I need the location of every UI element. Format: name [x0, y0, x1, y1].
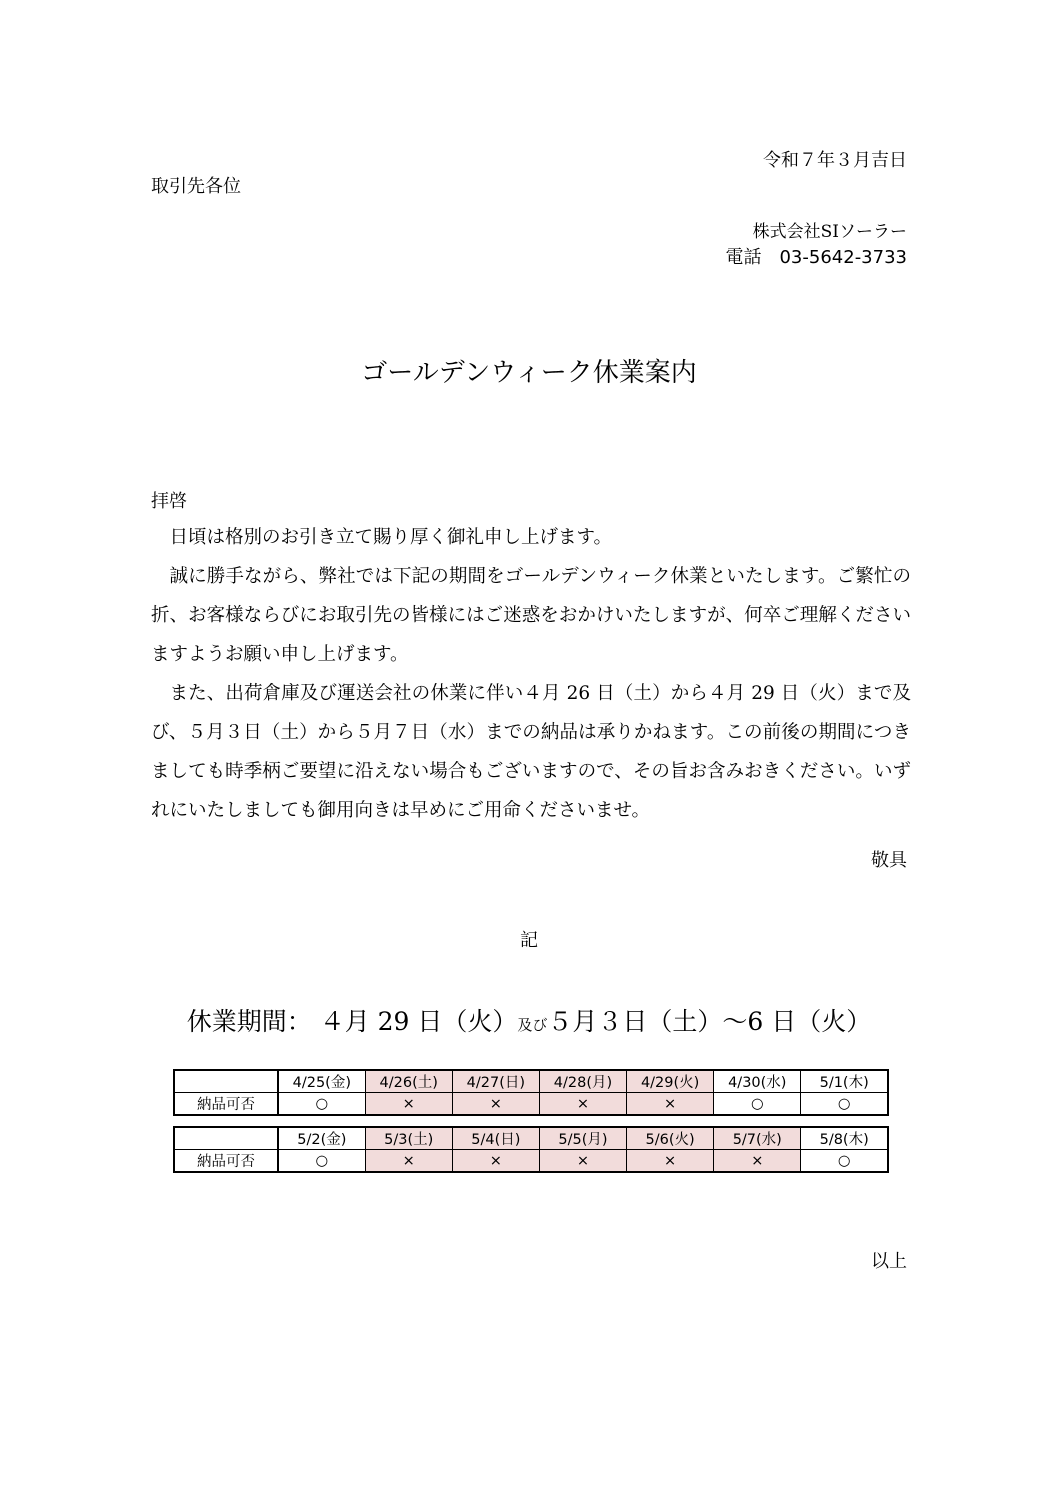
schedule-status-cell: ×: [627, 1150, 714, 1173]
addressee: 取引先各位: [151, 176, 241, 197]
schedule-status-cell: ○: [801, 1150, 888, 1173]
schedule-date-cell: 4/28(月): [539, 1070, 626, 1093]
document-title: ゴールデンウィーク休業案内: [361, 358, 697, 388]
schedule-status-cell: ○: [278, 1150, 365, 1173]
schedule-date-cell: 5/8(木): [801, 1127, 888, 1150]
schedule-status-row: [174, 1150, 888, 1173]
letter-paragraph: また、出荷倉庫及び運送会社の休業に伴い４月 26 日（土）から４月 29 日（火）まで及び、５月３日（土）から５月７日（水）までの納品は承りかねます。この前後の期間につきましても時季柄ご要望に沿えない場合もございますので、その旨お含みおきください。いずれにいたしましても御用向きは早めにご用命くださいませ。: [151, 683, 911, 821]
schedule-status-cell: ×: [539, 1093, 626, 1116]
schedule-table-week1: [173, 1069, 889, 1116]
schedule-date-cell: 5/7(水): [714, 1127, 801, 1150]
schedule-date-row: [174, 1070, 888, 1093]
schedule-date-cell: 5/3(土): [365, 1127, 452, 1150]
letter-opening: 拝啓: [151, 491, 187, 512]
letter-paragraph: 日頃は格別のお引き立て賜り厚く御礼申し上げます。: [169, 527, 613, 548]
schedule-status-cell: ○: [801, 1093, 888, 1116]
schedule-status-cell: ×: [452, 1093, 539, 1116]
letter-closing: 敬具: [871, 850, 907, 871]
schedule-status-cell: ×: [365, 1093, 452, 1116]
closure-period-part1: ４月 29 日（火）: [319, 1007, 518, 1036]
schedule-status-cell: ×: [539, 1150, 626, 1173]
schedule-row-label: 納品可否: [174, 1150, 278, 1173]
schedule-date-cell: 5/4(日): [452, 1127, 539, 1150]
letter-paragraph: 誠に勝手ながら、弊社では下記の期間をゴールデンウィーク休業といたします。ご繁忙の折、お客様ならびにお取引先の皆様にはご迷惑をおかけいたしますが、何卒ご理解くださいますようお願い申し上げます。: [151, 566, 911, 665]
schedule-status-cell: ×: [714, 1150, 801, 1173]
document-date: 令和７年３月吉日: [763, 150, 907, 171]
schedule-date-cell: 5/1(木): [801, 1070, 888, 1093]
company-name: 株式会社SIソーラー: [752, 222, 907, 242]
schedule-date-cell: 5/2(金): [278, 1127, 365, 1150]
schedule-corner-cell: [174, 1070, 278, 1093]
schedule-date-cell: 4/26(土): [365, 1070, 452, 1093]
schedule-status-cell: ×: [452, 1150, 539, 1173]
schedule-status-cell: ×: [365, 1150, 452, 1173]
schedule-date-cell: 5/6(火): [627, 1127, 714, 1150]
schedule-date-cell: 4/27(日): [452, 1070, 539, 1093]
closure-period-connector: 及び: [517, 1016, 548, 1034]
schedule-date-cell: 4/29(火): [627, 1070, 714, 1093]
closure-period-label: 休業期間：: [186, 1007, 312, 1036]
schedule-date-cell: 4/30(水): [714, 1070, 801, 1093]
closure-period: [0, 1002, 1058, 1038]
schedule-table-week2: [173, 1126, 889, 1173]
schedule-row-label: 納品可否: [174, 1093, 278, 1116]
closure-period-part2: ５月３日（土）～6 日（火）: [547, 1007, 872, 1036]
ki-heading: 記: [520, 930, 538, 951]
schedule-status-cell: ×: [627, 1093, 714, 1116]
letter-body: [151, 518, 911, 830]
schedule-status-cell: ○: [714, 1093, 801, 1116]
schedule-corner-cell: [174, 1127, 278, 1150]
schedule-status-row: [174, 1093, 888, 1116]
schedule-date-cell: 4/25(金): [278, 1070, 365, 1093]
schedule-date-row: [174, 1127, 888, 1150]
end-mark: 以上: [871, 1251, 907, 1272]
schedule-status-cell: ○: [278, 1093, 365, 1116]
schedule-date-cell: 5/5(月): [539, 1127, 626, 1150]
company-phone: 電話 03-5642-3733: [725, 247, 907, 268]
